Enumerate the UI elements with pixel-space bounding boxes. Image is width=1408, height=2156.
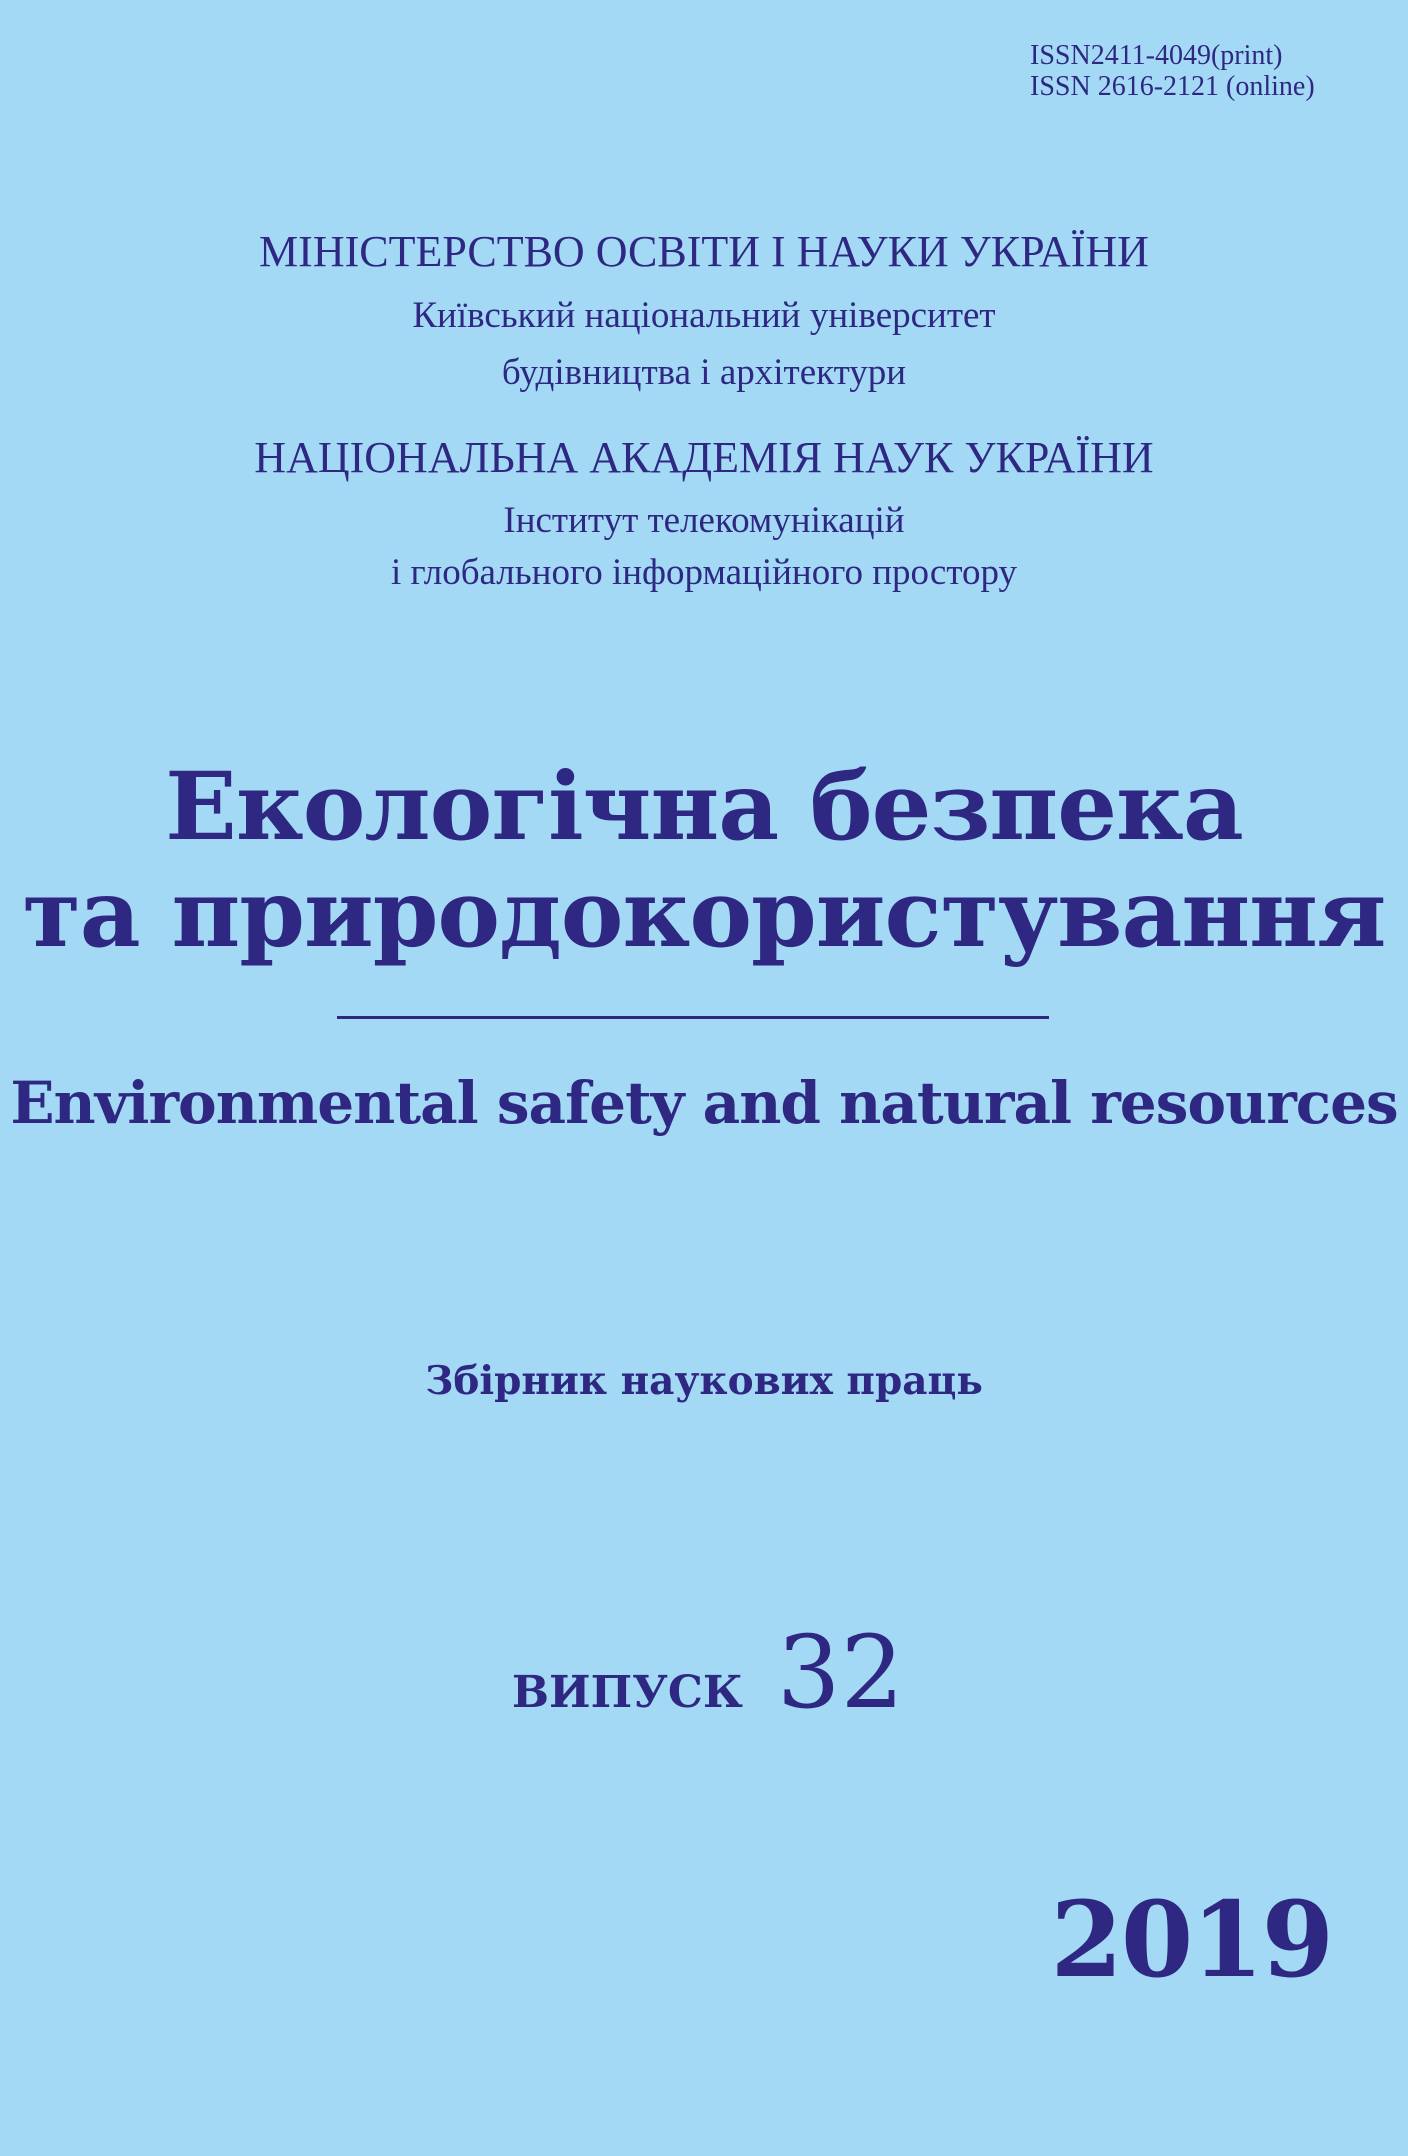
issue-block [0, 1614, 1408, 1731]
issn-print: ISSN2411-4049(print) [1030, 40, 1283, 71]
institute-name-line2: і глобального інформаційного простору [390, 552, 1018, 593]
journal-title-en: Environmental safety and natural resources [10, 1069, 1398, 1137]
issn-block [1030, 40, 1370, 102]
journal-title-ua-line1: Екологічна безпека [165, 752, 1243, 862]
ministry-name: МІНІСТЕРСТВО ОСВІТИ І НАУКИ УКРАЇНИ [259, 227, 1149, 276]
university-name-line2: будівництва і архітектури [501, 352, 907, 393]
issue-label: ВИПУСК [511, 1667, 743, 1718]
journal-title-ua-line2: та природокористування [22, 859, 1386, 969]
academy-name: НАЦІОНАЛЬНА АКАДЕМІЯ НАУК УКРАЇНИ [254, 433, 1154, 482]
institute-name-line1: Інститут телекомунікацій [503, 500, 905, 541]
university-name-line1: Київський національний університет [412, 295, 996, 336]
issn-online: ISSN 2616-2121 (online) [1030, 71, 1315, 102]
collection-label: Збірник наукових праць [425, 1358, 983, 1404]
title-divider [337, 1016, 1049, 1019]
issue-number: 32 [776, 1614, 905, 1731]
publication-year: 2019 [1050, 1878, 1332, 2001]
